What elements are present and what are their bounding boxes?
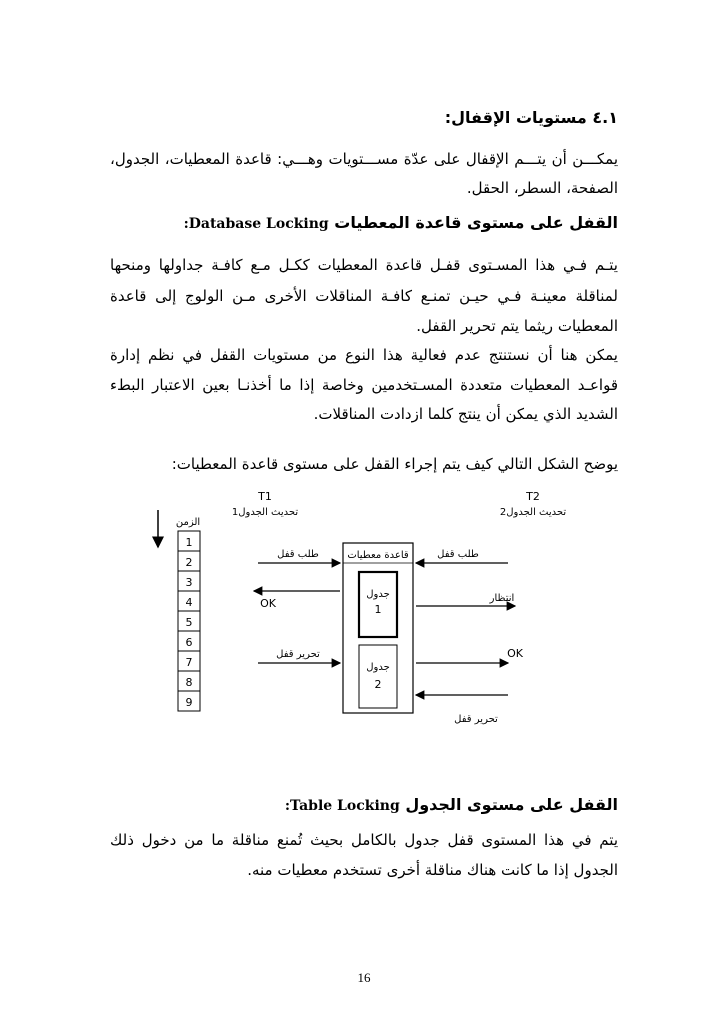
t2-label: T2 xyxy=(526,490,540,503)
intro-line-1: يمكـــن أن يتـــم الإقفال على عدّة مســـتويات وهـــي: قاعدة المعطيات، الجدول، xyxy=(110,150,618,168)
db-locking-heading-ar: القفل على مستوى قاعدة المعطيات xyxy=(334,213,618,232)
time-slot-number: 4 xyxy=(185,596,193,609)
table-locking-heading-ar: القفل على مستوى الجدول xyxy=(405,795,618,814)
table-p-line-1: يتم في هذا المستوى قفل جدول بالكامل بحيث تُمنع مناقلة ما من دخول ذلك xyxy=(110,831,618,849)
time-slot-number: 8 xyxy=(185,676,193,689)
table1-label: جدول xyxy=(366,589,390,600)
time-slots xyxy=(178,531,200,711)
left-release-label: تحرير قفل xyxy=(276,649,320,660)
time-slot-number: 5 xyxy=(185,616,193,629)
right-ok-label: OK xyxy=(507,647,523,660)
db-p2-line-1: يمكن هنا أن نستنتج عدم فعالية هذا النوع من مستويات القفل في نظم إدارة xyxy=(110,346,618,364)
time-slot-number: 7 xyxy=(185,656,193,669)
time-slot-number: 2 xyxy=(185,556,193,569)
db-locking-figure xyxy=(140,485,580,730)
db-locking-heading-en: :Database Locking xyxy=(183,216,329,232)
t2-sub: تحديث الجدول2 xyxy=(499,507,567,518)
db-p1-line-2: لمناقلة معينـة فـي حيـن تمنـع كافـة المناقلات الأخرى مـن الولوج إلى قاعدة xyxy=(110,287,618,305)
page-number: 16 xyxy=(357,970,371,985)
time-slot-number: 3 xyxy=(185,576,193,589)
table-locking-heading xyxy=(110,795,618,816)
time-slot-number: 6 xyxy=(185,636,193,649)
db-p1-line-3: المعطيات ريثما يتم تحرير القفل. xyxy=(416,317,618,335)
figure-caption: يوضح الشكل التالي كيف يتم إجراء القفل على مستوى قاعدة المعطيات: xyxy=(171,455,618,473)
table-p-line-2: الجدول إذا ما كانت هناك مناقلة أخرى تستخدم معطيات منه. xyxy=(247,861,618,879)
table2-label: جدول xyxy=(366,662,390,673)
db-p2-line-3: الشديد الذي يمكن أن ينتج كلما ازدادت المناقلات. xyxy=(313,405,618,423)
right-wait-label: انتظار xyxy=(489,593,515,604)
t1-label: T1 xyxy=(258,490,272,503)
right-request-label: طلب قفل xyxy=(437,549,479,560)
table2-num: 2 xyxy=(374,678,382,691)
database-label: قاعدة معطيات xyxy=(347,550,409,561)
db-p2-line-2: قواعـد المعطيات متعددة المسـتخدمين وخاصة إذا ما أخذنـا بعين الاعتبار البطء xyxy=(110,376,618,394)
table1-num: 1 xyxy=(374,603,382,616)
table2-box xyxy=(359,645,397,708)
right-release-label: تحرير قفل xyxy=(454,714,498,725)
time-slot-number: 1 xyxy=(185,536,193,549)
time-label: الزمن xyxy=(175,517,201,528)
t1-sub: تحديث الجدول1 xyxy=(231,507,299,518)
db-locking-heading xyxy=(110,213,618,234)
db-p1-line-1: يتـم فـي هذا المسـتوى قفـل قاعدة المعطيات ككـل مـع كافـة جداولها ومنحها xyxy=(110,256,618,274)
left-request-label: طلب قفل xyxy=(277,549,319,560)
section-heading: ٤.١ مستويات الإقفال: xyxy=(444,108,618,127)
table-locking-heading-en: :Table Locking xyxy=(284,798,400,814)
left-ok-label: OK xyxy=(260,597,276,610)
time-slot-number: 9 xyxy=(185,696,193,709)
intro-line-2: الصفحة، السطر، الحقل. xyxy=(466,179,618,197)
